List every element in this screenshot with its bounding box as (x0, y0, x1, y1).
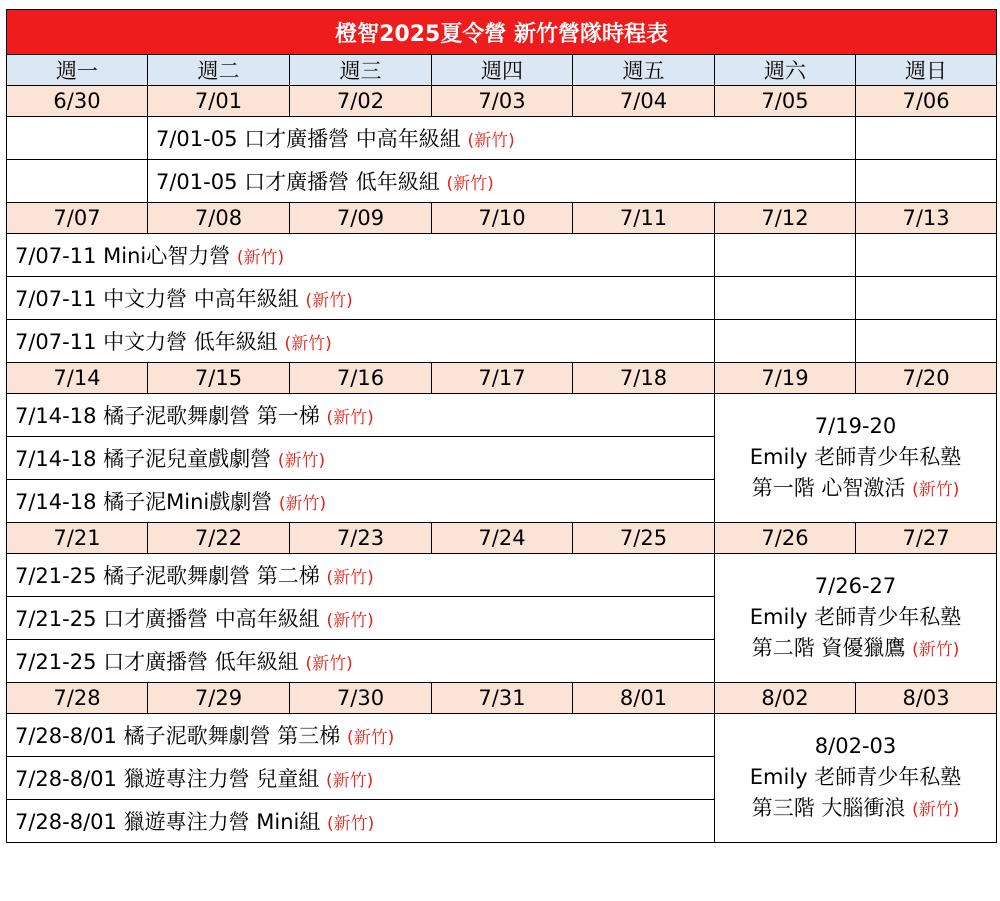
date-cell: 7/06 (856, 86, 997, 117)
date-row (7, 203, 997, 234)
date-cell: 7/28 (7, 683, 148, 714)
date-cell: 7/18 (573, 363, 715, 394)
date-cell: 7/20 (856, 363, 997, 394)
event-cell (7, 234, 715, 277)
date-cell: 7/01 (148, 86, 290, 117)
date-cell: 8/01 (573, 683, 715, 714)
event-cell (148, 117, 856, 160)
location-tag: (新竹) (326, 568, 374, 588)
location-tag: (新竹) (326, 408, 374, 428)
date-cell: 7/02 (290, 86, 432, 117)
date-cell: 7/23 (290, 523, 432, 554)
date-cell: 7/12 (715, 203, 856, 234)
weekday-thu: 週四 (432, 55, 573, 86)
empty-cell (856, 320, 997, 363)
date-row (7, 363, 997, 394)
location-tag: (新竹) (327, 814, 375, 834)
location-tag: (新竹) (236, 248, 285, 268)
weekend-course-cell (715, 554, 997, 683)
event-row (7, 234, 997, 277)
empty-cell (856, 234, 997, 277)
event-cell (7, 554, 715, 597)
date-cell: 7/13 (856, 203, 997, 234)
event-cell (7, 277, 715, 320)
schedule-table (6, 9, 997, 843)
date-cell: 7/29 (148, 683, 290, 714)
empty-cell (7, 160, 148, 203)
weekend-course: 第二階 資優獵鷹 (751, 635, 906, 660)
title-row (7, 10, 997, 55)
weekday-row (7, 55, 997, 86)
date-row (7, 86, 997, 117)
date-cell: 7/26 (715, 523, 856, 554)
event-name: 7/01-05 口才廣播營 中高年級組 (156, 127, 461, 151)
weekend-dates: 7/26-27 (814, 573, 897, 598)
event-name: 7/14-18 橘子泥Mini戲劇營 (15, 490, 273, 514)
date-cell: 7/16 (290, 363, 432, 394)
date-row (7, 683, 997, 714)
event-name: 7/07-11 Mini心智力營 (15, 244, 231, 268)
weekend-dates: 8/02-03 (814, 733, 897, 758)
event-cell (7, 480, 715, 523)
event-row (7, 394, 997, 437)
weekday-wed: 週三 (290, 55, 432, 86)
event-cell (7, 320, 715, 363)
date-cell: 7/04 (573, 86, 715, 117)
weekday-sat: 週六 (715, 55, 856, 86)
date-cell: 7/03 (432, 86, 573, 117)
weekend-program: Emily 老師青少年私塾 (749, 604, 962, 629)
event-name: 7/28-8/01 獵遊專注力營 Mini組 (15, 810, 321, 834)
date-cell: 7/19 (715, 363, 856, 394)
weekday-tue: 週二 (148, 55, 290, 86)
empty-cell (715, 277, 856, 320)
event-cell (148, 160, 856, 203)
event-name: 7/14-18 橘子泥歌舞劇營 第一梯 (15, 404, 320, 428)
date-cell: 7/17 (432, 363, 573, 394)
empty-cell (715, 320, 856, 363)
location-tag: (新竹) (912, 639, 960, 660)
weekday-sun: 週日 (856, 55, 997, 86)
date-cell: 7/30 (290, 683, 432, 714)
empty-cell (856, 117, 997, 160)
location-tag: (新竹) (305, 291, 353, 311)
weekend-course-cell (715, 394, 997, 523)
empty-cell (715, 234, 856, 277)
date-cell: 7/27 (856, 523, 997, 554)
location-tag: (新竹) (446, 174, 494, 194)
weekend-course-cell (715, 714, 997, 843)
location-tag: (新竹) (467, 131, 515, 151)
weekend-program: Emily 老師青少年私塾 (749, 764, 962, 789)
date-cell: 7/10 (432, 203, 573, 234)
event-row (7, 160, 997, 203)
date-cell: 7/07 (7, 203, 148, 234)
event-name: 7/21-25 口才廣播營 低年級組 (15, 650, 299, 674)
date-cell: 8/03 (856, 683, 997, 714)
empty-cell (856, 160, 997, 203)
event-name: 7/01-05 口才廣播營 低年級組 (156, 170, 440, 194)
location-tag: (新竹) (277, 451, 326, 471)
weekend-course-line (715, 793, 996, 826)
event-cell (7, 714, 715, 757)
location-tag: (新竹) (912, 799, 960, 820)
date-cell: 7/25 (573, 523, 715, 554)
event-name: 7/21-25 口才廣播營 中高年級組 (15, 607, 320, 631)
weekend-program: Emily 老師青少年私塾 (749, 444, 962, 469)
event-cell (7, 394, 715, 437)
location-tag: (新竹) (912, 479, 960, 500)
schedule-title: 橙智2025夏令營 新竹營隊時程表 (7, 10, 997, 55)
date-cell: 7/24 (432, 523, 573, 554)
date-cell: 8/02 (715, 683, 856, 714)
event-row (7, 320, 997, 363)
date-cell: 7/08 (148, 203, 290, 234)
event-row (7, 714, 997, 757)
location-tag: (新竹) (326, 611, 374, 631)
event-name: 7/07-11 中文力營 中高年級組 (15, 287, 299, 311)
weekend-course: 第一階 心智激活 (751, 475, 906, 500)
date-cell: 7/14 (7, 363, 148, 394)
event-name: 7/28-8/01 橘子泥歌舞劇營 第三梯 (15, 724, 341, 748)
event-name: 7/21-25 橘子泥歌舞劇營 第二梯 (15, 564, 320, 588)
date-cell: 7/09 (290, 203, 432, 234)
date-cell: 7/11 (573, 203, 715, 234)
date-cell: 6/30 (7, 86, 148, 117)
weekend-course-line (715, 633, 996, 666)
date-cell: 7/31 (432, 683, 573, 714)
event-row (7, 277, 997, 320)
event-row (7, 554, 997, 597)
date-cell: 7/05 (715, 86, 856, 117)
event-row (7, 117, 997, 160)
event-cell (7, 597, 715, 640)
weekday-fri: 週五 (573, 55, 715, 86)
location-tag: (新竹) (346, 728, 395, 748)
location-tag: (新竹) (284, 334, 332, 354)
weekend-course: 第三階 大腦衝浪 (751, 795, 906, 820)
event-name: 7/14-18 橘子泥兒童戲劇營 (15, 447, 272, 471)
event-cell (7, 800, 715, 843)
event-name: 7/07-11 中文力營 低年級組 (15, 330, 278, 354)
weekend-dates: 7/19-20 (814, 413, 897, 438)
date-cell: 7/15 (148, 363, 290, 394)
location-tag: (新竹) (305, 654, 353, 674)
location-tag: (新竹) (278, 494, 327, 514)
event-name: 7/28-8/01 獵遊專注力營 兒童組 (15, 767, 320, 791)
empty-cell (7, 117, 148, 160)
date-cell: 7/21 (7, 523, 148, 554)
date-cell: 7/22 (148, 523, 290, 554)
event-cell (7, 757, 715, 800)
location-tag: (新竹) (325, 771, 374, 791)
date-row (7, 523, 997, 554)
weekend-course-line (715, 473, 996, 506)
empty-cell (856, 277, 997, 320)
weekday-mon: 週一 (7, 55, 148, 86)
event-cell (7, 640, 715, 683)
event-cell (7, 437, 715, 480)
